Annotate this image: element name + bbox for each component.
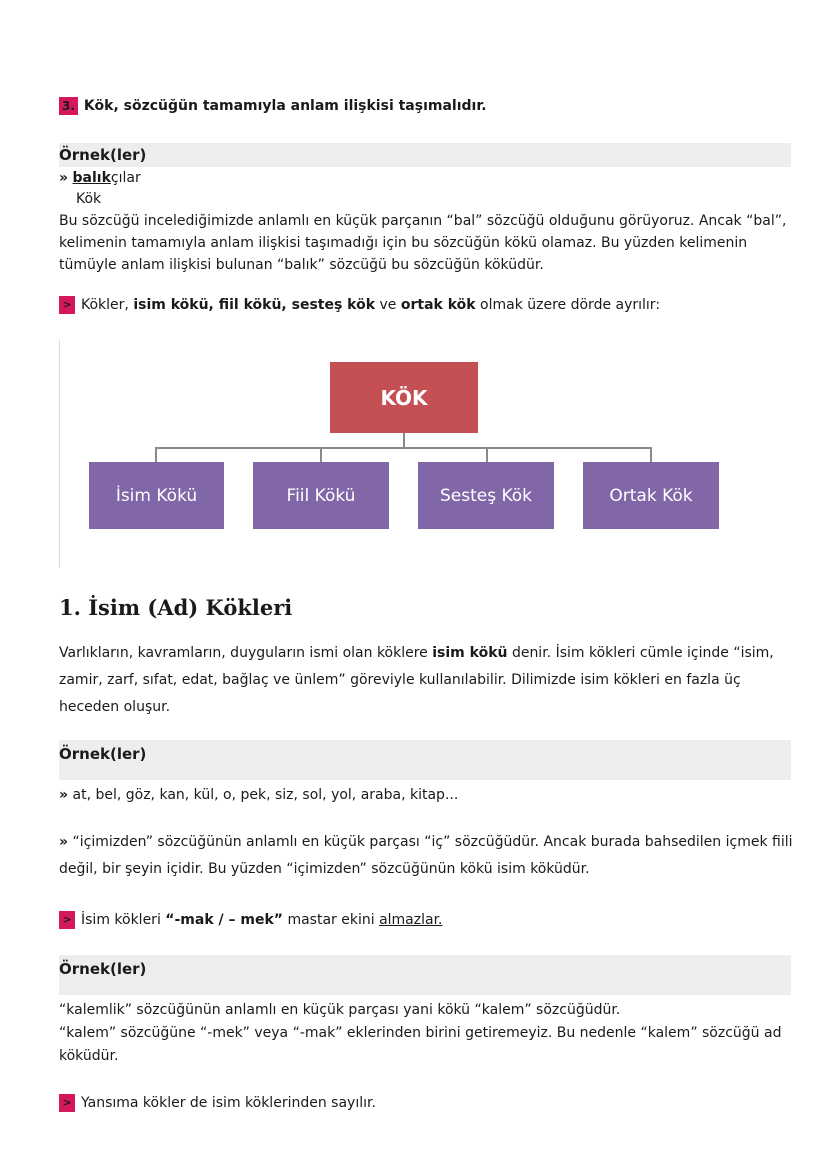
example-paragraph-line-3: köküdür. bbox=[59, 1048, 119, 1064]
rule-3-text: Kök, sözcüğün tamamıyla anlam ilişkisi taşımalıdır. bbox=[83, 98, 487, 114]
bullet: » bbox=[59, 170, 69, 186]
example-paragraph-line-2: “kalem” sözcüğüne “-mek” veya “-mak” eklerinden birini getiremeyiz. Bu nedenle “kalem” sözcüğü ad bbox=[59, 1025, 782, 1041]
diagram-child-isim-koku: İsim Kökü bbox=[89, 462, 224, 529]
section-title: 1. İsim (Ad) Kökleri bbox=[59, 595, 293, 620]
arrow-marker-icon: > bbox=[59, 296, 75, 314]
diagram-connector bbox=[155, 447, 652, 449]
arrow-marker-icon: > bbox=[59, 911, 75, 929]
note-kok-types: > Kökler, isim kökü, fiil kökü, sesteş kök ve ortak kök olmak üzere dörde ayrılır: bbox=[59, 294, 660, 316]
example-paragraph-line-1: Bu sözcüğü incelediğimizde anlamlı en küçük parçanın “bal” sözcüğü olduğunu görüyoruz. Ancak “bal”, bbox=[59, 213, 787, 229]
arrow-marker-icon: > bbox=[59, 1094, 75, 1112]
example-paragraph-line-1: “kalemlik” sözcüğünün anlamlı en küçük parçası yani kökü “kalem” sözcüğüdür. bbox=[59, 1002, 621, 1018]
diagram-connector bbox=[320, 447, 322, 462]
diagram-left-border bbox=[59, 340, 60, 568]
diagram-child-sestes-kok: Sesteş Kök bbox=[418, 462, 554, 529]
diagram-connector bbox=[486, 447, 488, 462]
section-paragraph-line-1: Varlıkların, kavramların, duyguların ismi olan köklere isim kökü denir. İsim kökleri cümle içinde “isim, bbox=[59, 645, 774, 661]
diagram-connector bbox=[650, 447, 652, 462]
diagram-child-ortak-kok: Ortak Kök bbox=[583, 462, 719, 529]
example-word-line bbox=[59, 167, 141, 189]
diagram-root-box: KÖK bbox=[330, 362, 478, 433]
word-suffix: çılar bbox=[110, 170, 141, 186]
note-mastar: > İsim kökleri “-mak / – mek” mastar ekini almazlar. bbox=[59, 909, 443, 931]
diagram-connector bbox=[155, 447, 157, 462]
example-header: Örnek(ler) bbox=[59, 740, 791, 780]
rule-number-marker: 3. bbox=[59, 97, 78, 115]
bullet: » bbox=[59, 834, 69, 850]
note-yansima: > Yansıma kökler de isim köklerinden sayılır. bbox=[59, 1092, 376, 1114]
example-list-line: » at, bel, göz, kan, kül, o, pek, siz, sol, yol, araba, kitap... bbox=[59, 787, 459, 803]
diagram-child-fiil-koku: Fiil Kökü bbox=[253, 462, 389, 529]
section-paragraph-line-2: zamir, zarf, sıfat, edat, bağlaç ve ünlem” göreviyle kullanılabilir. Dilimizde isim kökleri en fazla üç bbox=[59, 672, 741, 688]
example-paragraph-line-2: kelimenin tamamıyla anlam ilişkisi taşımadığı için bu sözcüğün kökü olamaz. Bu yüzden kelimenin bbox=[59, 235, 748, 251]
word-root: balık bbox=[72, 170, 111, 186]
example-header: Örnek(ler) bbox=[59, 955, 791, 995]
diagram-connector bbox=[403, 433, 405, 448]
root-label: Kök bbox=[76, 191, 102, 207]
example-paragraph-line-1: » “içimizden” sözcüğünün anlamlı en küçük parçası “iç” sözcüğüdür. Ancak burada bahsedilen içmek fiili bbox=[59, 834, 793, 850]
rule-3-heading bbox=[59, 95, 487, 117]
section-paragraph-line-3: heceden oluşur. bbox=[59, 699, 171, 715]
bullet: » bbox=[59, 787, 69, 803]
example-header: Örnek(ler) bbox=[59, 143, 791, 167]
example-paragraph-line-2: değil, bir şeyin içidir. Bu yüzden “içimizden” sözcüğünün kökü isim köküdür. bbox=[59, 861, 590, 877]
example-paragraph-line-3: tümüyle anlam ilişkisi bulunan “balık” sözcüğü bu sözcüğün köküdür. bbox=[59, 257, 544, 273]
